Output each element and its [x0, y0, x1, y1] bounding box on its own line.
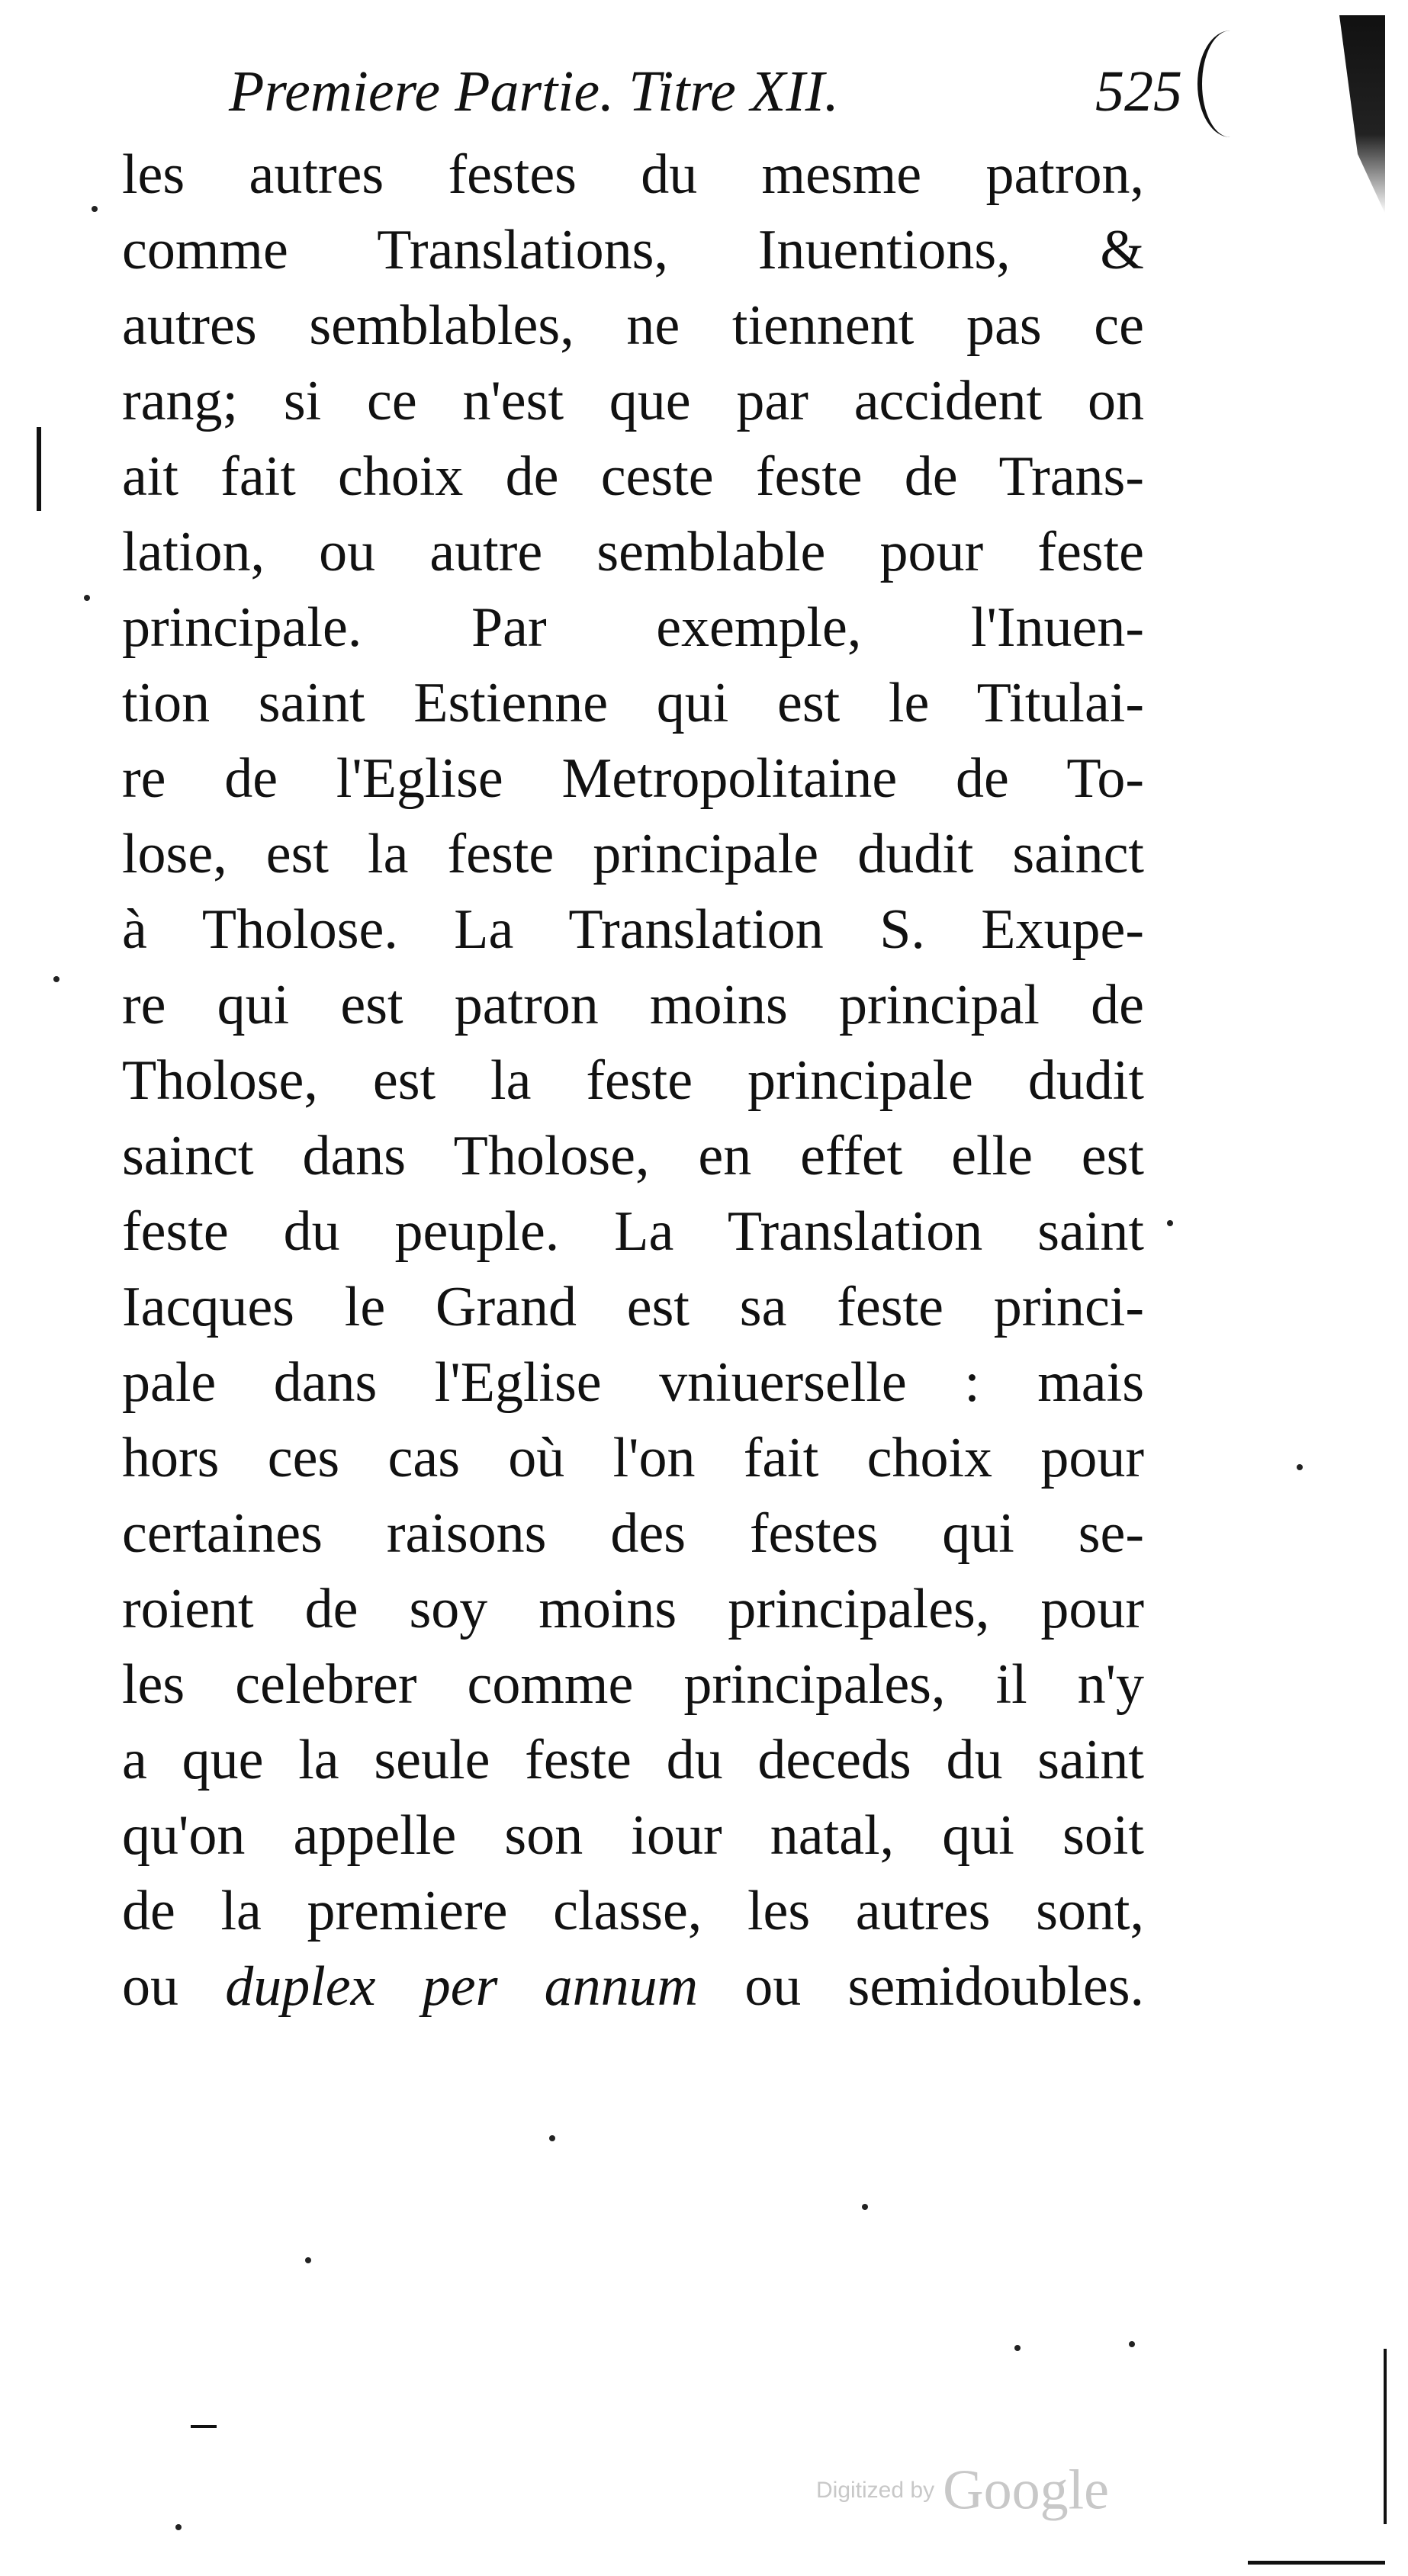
- scan-speck: [1129, 2341, 1135, 2347]
- text-line: hors ces cas où l'on fait choix pour: [122, 1427, 1144, 1489]
- scan-speck: [862, 2204, 868, 2210]
- text-line: autres semblables, ne tiennent pas ce: [122, 294, 1144, 357]
- text-line: lation, ou autre semblable pour feste: [122, 521, 1144, 583]
- italic-phrase: duplex per annum: [225, 1955, 699, 2018]
- body-text: [122, 137, 1144, 2025]
- final-line-start: ou: [122, 1955, 226, 2018]
- scan-speck: [549, 2135, 555, 2141]
- scan-speck: [1167, 1220, 1173, 1226]
- text-line: lose, est la feste principale dudit sainct: [122, 823, 1144, 885]
- watermark-prefix: Digitized by: [816, 2477, 935, 2503]
- text-line: à Tholose. La Translation S. Exupe-: [122, 898, 1144, 961]
- page-number: 525: [1095, 59, 1182, 124]
- text-line: comme Translations, Inuentions, &: [122, 219, 1144, 281]
- running-title: Premiere Partie. Titre XII.: [229, 59, 839, 124]
- scan-curl-mark: [1197, 31, 1263, 137]
- text-line: re qui est patron moins principal de: [122, 974, 1144, 1036]
- scan-right-edge-line: [1384, 2349, 1387, 2524]
- text-line: rang; si ce n'est que par accident on: [122, 370, 1144, 432]
- scan-speck: [175, 2524, 182, 2530]
- scan-speck: [53, 976, 59, 982]
- text-line: roient de soy moins principales, pour: [122, 1578, 1144, 1640]
- text-line: feste du peuple. La Translation saint: [122, 1200, 1144, 1263]
- text-line: les autres festes du mesme patron,: [122, 143, 1144, 206]
- digitized-watermark: [816, 2459, 1109, 2520]
- scan-dash: [191, 2425, 217, 2428]
- text-line: principale. Par exemple, l'Inuen-: [122, 596, 1144, 659]
- final-line-end: ou semidoubles.: [698, 1955, 1144, 2018]
- text-line: pale dans l'Eglise vniuerselle : mais: [122, 1351, 1144, 1414]
- text-line: tion saint Estienne qui est le Titulai-: [122, 672, 1144, 734]
- scan-bottom-rule: [1248, 2561, 1385, 2565]
- google-logo: Google: [943, 2459, 1110, 2522]
- scan-corner-smudge: [1339, 15, 1385, 214]
- text-line: a que la seule feste du deceds du saint: [122, 1729, 1144, 1791]
- scan-speck: [305, 2257, 311, 2263]
- scan-speck: [1014, 2345, 1021, 2351]
- scan-speck: [84, 595, 90, 601]
- text-line: sainct dans Tholose, en effet elle est: [122, 1125, 1144, 1187]
- text-line-final: [122, 1949, 1144, 2025]
- text-line: de la premiere classe, les autres sont,: [122, 1880, 1144, 1942]
- scan-speck: [92, 206, 98, 212]
- scan-left-bar: [37, 427, 41, 511]
- scan-speck: [1297, 1464, 1303, 1470]
- text-line: certaines raisons des festes qui se-: [122, 1502, 1144, 1565]
- text-line: re de l'Eglise Metropolitaine de To-: [122, 747, 1144, 810]
- text-line: les celebrer comme principales, il n'y: [122, 1653, 1144, 1716]
- running-header: [229, 46, 1182, 137]
- text-line: ait fait choix de ceste feste de Trans-: [122, 445, 1144, 508]
- text-line: Tholose, est la feste principale dudit: [122, 1049, 1144, 1112]
- text-line: qu'on appelle son iour natal, qui soit: [122, 1804, 1144, 1867]
- text-line: Iacques le Grand est sa feste princi-: [122, 1276, 1144, 1338]
